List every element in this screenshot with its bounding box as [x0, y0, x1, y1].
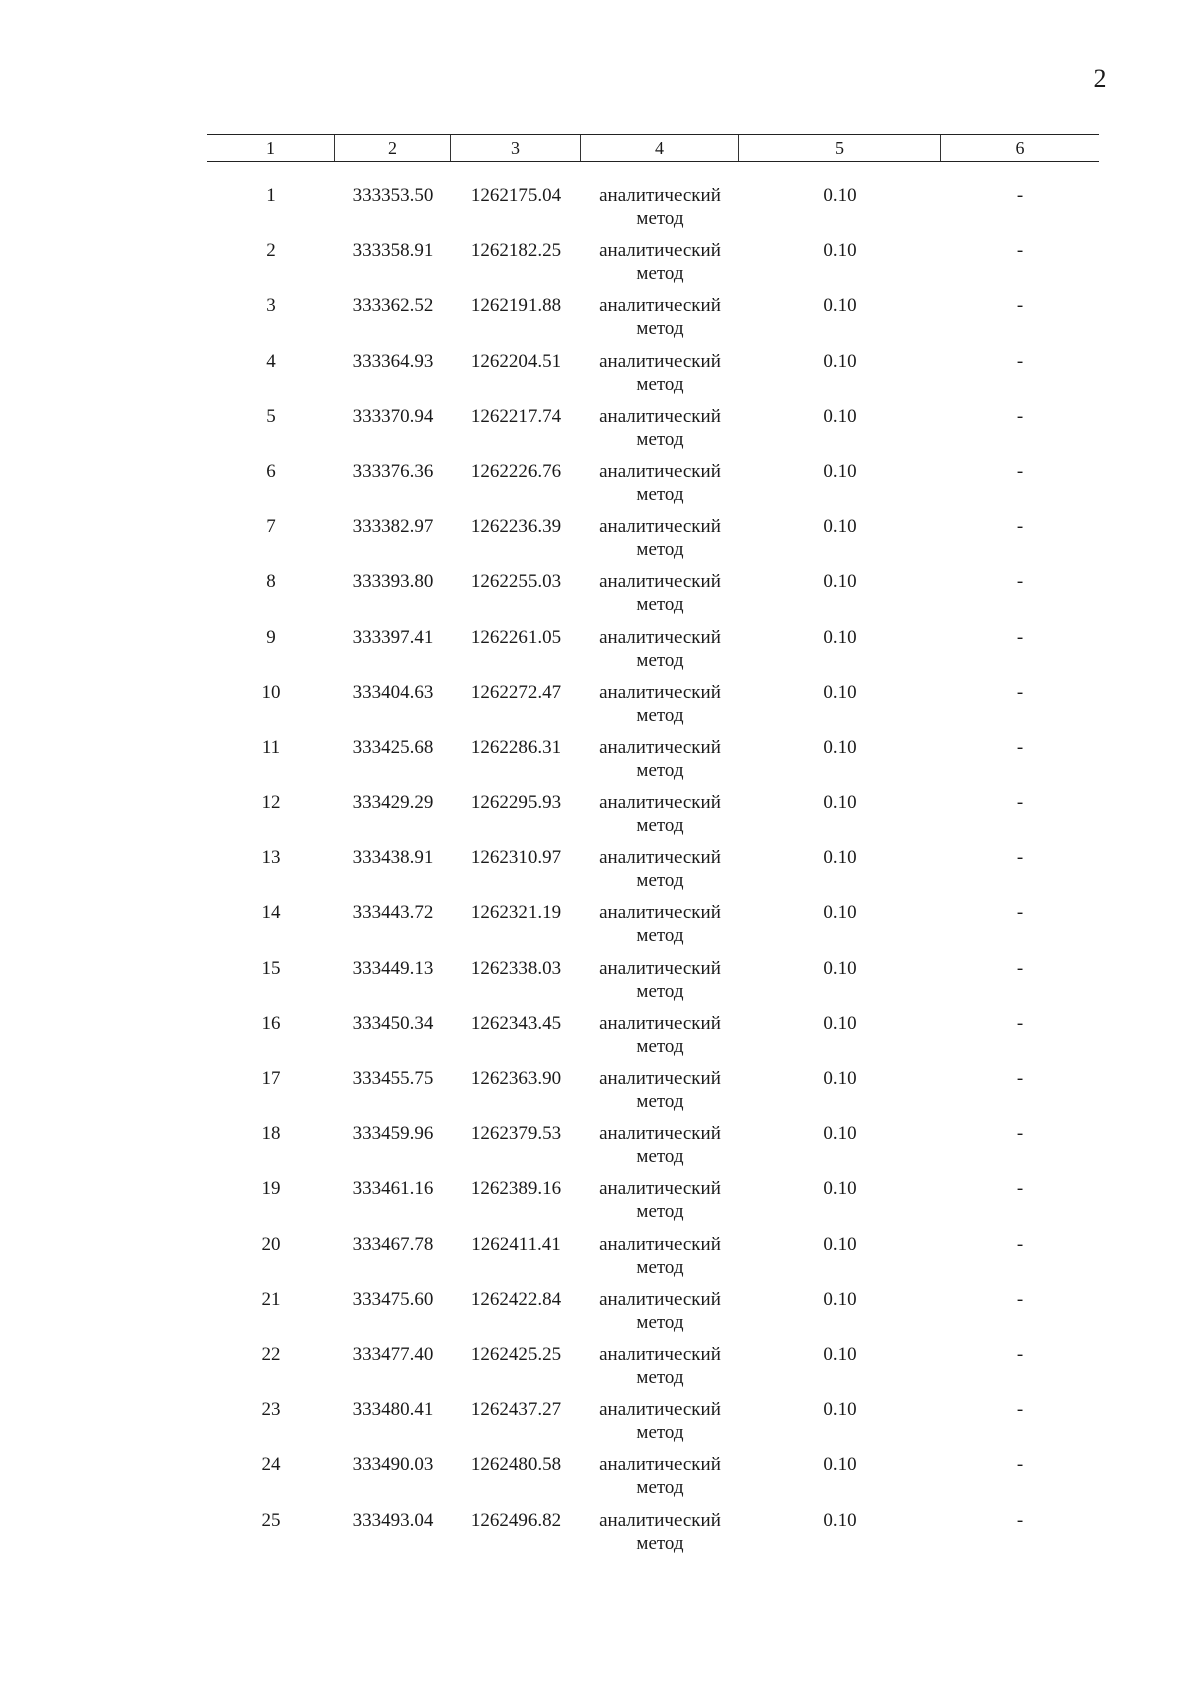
table-header [207, 134, 1099, 162]
x-coordinate-cell: 333443.72 [352, 902, 434, 924]
point-number-cell: 18 [261, 1123, 281, 1145]
point-number-cell: 25 [261, 1509, 281, 1531]
method-line-1: аналитический [599, 1123, 721, 1145]
x-coordinate-cell: 333467.78 [352, 1233, 434, 1255]
point-number-cell: 1 [266, 185, 276, 206]
point-number-cell: 15 [261, 957, 281, 979]
table-row [207, 1231, 1099, 1286]
method-cell [581, 1341, 739, 1396]
x-coordinate-cell: 333459.96 [352, 1123, 434, 1145]
table-row [207, 403, 1099, 458]
note-cell: - [1016, 240, 1024, 262]
method-line-1: аналитический [599, 1343, 721, 1365]
y-coordinate-cell: 1262272.47 [470, 681, 562, 703]
method-cell [581, 568, 739, 623]
note-cell: - [1016, 847, 1024, 869]
table-row [207, 844, 1099, 899]
method-cell [581, 734, 739, 789]
x-coordinate-cell: 333429.29 [352, 792, 434, 814]
method-line-1: аналитический [599, 1288, 721, 1310]
precision-cell: 0.10 [823, 1012, 857, 1034]
note-cell: - [1016, 902, 1024, 924]
note-cell: - [1016, 571, 1024, 593]
method-line-2: метод [636, 1532, 684, 1554]
point-number-cell: 8 [266, 571, 276, 593]
method-line-2: метод [636, 925, 684, 947]
point-number-cell: 9 [266, 626, 276, 648]
precision-cell: 0.10 [823, 350, 857, 372]
y-coordinate-cell: 1262437.27 [470, 1399, 562, 1421]
x-coordinate-cell: 333393.80 [352, 571, 434, 593]
method-line-1: аналитический [599, 1454, 721, 1476]
method-line-1: аналитический [599, 295, 721, 317]
precision-cell: 0.10 [823, 1288, 857, 1310]
point-number-cell: 16 [261, 1012, 281, 1034]
x-coordinate-cell: 333455.75 [352, 1068, 434, 1089]
method-line-1: аналитический [599, 1068, 721, 1089]
note-cell: - [1016, 1012, 1024, 1034]
y-coordinate-cell: 1262389.16 [470, 1178, 562, 1200]
x-coordinate-cell: 333480.41 [352, 1399, 434, 1421]
method-cell [581, 1120, 739, 1175]
method-cell [581, 1396, 739, 1451]
precision-cell: 0.10 [823, 681, 857, 703]
x-coordinate-cell: 333376.36 [352, 460, 434, 482]
table-body [207, 182, 1099, 1562]
x-coordinate-cell: 333438.91 [352, 847, 434, 869]
header-col-6: 6 [1015, 137, 1025, 158]
method-line-2: метод [636, 649, 684, 671]
y-coordinate-cell: 1262191.88 [470, 295, 562, 317]
method-line-2: метод [636, 594, 684, 616]
y-coordinate-cell: 1262217.74 [470, 405, 562, 427]
method-line-1: аналитический [599, 626, 721, 648]
method-line-2: метод [636, 318, 684, 340]
point-number-cell: 22 [261, 1343, 281, 1365]
precision-cell: 0.10 [823, 571, 857, 593]
y-coordinate-cell: 1262226.76 [470, 460, 562, 482]
method-line-1: аналитический [599, 460, 721, 482]
precision-cell: 0.10 [823, 792, 857, 814]
x-coordinate-cell: 333449.13 [352, 957, 434, 979]
point-number-cell: 21 [261, 1288, 281, 1310]
precision-cell: 0.10 [823, 1233, 857, 1255]
method-cell [581, 1175, 739, 1230]
table-row [207, 1120, 1099, 1175]
point-number-cell: 10 [261, 681, 281, 703]
y-coordinate-cell: 1262363.90 [470, 1068, 562, 1089]
point-number-cell: 17 [261, 1068, 281, 1089]
method-line-1: аналитический [599, 185, 721, 206]
y-coordinate-cell: 1262496.82 [470, 1509, 562, 1531]
method-cell [581, 1507, 739, 1562]
table-row [207, 734, 1099, 789]
note-cell: - [1016, 736, 1024, 758]
point-number-cell: 5 [266, 405, 276, 427]
y-coordinate-cell: 1262321.19 [470, 902, 562, 924]
method-line-1: аналитический [599, 681, 721, 703]
note-cell: - [1016, 295, 1024, 317]
method-line-1: аналитический [599, 957, 721, 979]
method-cell [581, 899, 739, 954]
y-coordinate-cell: 1262255.03 [470, 571, 562, 593]
method-line-2: метод [636, 1146, 684, 1168]
x-coordinate-cell: 333461.16 [352, 1178, 434, 1200]
precision-cell: 0.10 [823, 1123, 857, 1145]
header-col-4: 4 [581, 135, 739, 161]
method-cell [581, 844, 739, 899]
point-number-cell: 12 [261, 792, 281, 814]
note-cell: - [1016, 460, 1024, 482]
method-line-2: метод [636, 815, 684, 837]
precision-cell: 0.10 [823, 1343, 857, 1365]
method-line-1: аналитический [599, 1178, 721, 1200]
point-number-cell: 3 [266, 295, 276, 317]
x-coordinate-cell: 333477.40 [352, 1343, 434, 1365]
table-row [207, 1396, 1099, 1451]
point-number-cell: 23 [261, 1399, 281, 1421]
method-line-1: аналитический [599, 571, 721, 593]
note-cell: - [1016, 957, 1024, 979]
note-cell: - [1016, 1343, 1024, 1365]
precision-cell: 0.10 [823, 1178, 857, 1200]
point-number-cell: 4 [266, 350, 276, 372]
table-row [207, 237, 1099, 292]
precision-cell: 0.10 [823, 516, 857, 538]
method-cell [581, 458, 739, 513]
header-col-1: 1 [207, 135, 335, 161]
note-cell: - [1016, 1509, 1024, 1531]
y-coordinate-cell: 1262480.58 [470, 1454, 562, 1476]
method-line-1: аналитический [599, 902, 721, 924]
y-coordinate-cell: 1262286.31 [470, 736, 562, 758]
method-line-2: метод [636, 1477, 684, 1499]
method-line-1: аналитический [599, 405, 721, 427]
method-line-2: метод [636, 1366, 684, 1388]
precision-cell: 0.10 [823, 1509, 857, 1531]
method-line-2: метод [636, 1256, 684, 1278]
method-line-2: метод [636, 483, 684, 505]
y-coordinate-cell: 1262261.05 [470, 626, 562, 648]
table-row [207, 182, 1099, 237]
method-line-2: метод [636, 704, 684, 726]
table-row [207, 789, 1099, 844]
table-row [207, 1010, 1099, 1065]
precision-cell: 0.10 [823, 405, 857, 427]
method-line-1: аналитический [599, 350, 721, 372]
method-cell [581, 513, 739, 568]
point-number-cell: 19 [261, 1178, 281, 1200]
precision-cell: 0.10 [823, 1454, 857, 1476]
table-row [207, 1175, 1099, 1230]
method-cell [581, 1065, 739, 1120]
x-coordinate-cell: 333382.97 [352, 516, 434, 538]
precision-cell: 0.10 [823, 902, 857, 924]
table-row [207, 1341, 1099, 1396]
x-coordinate-cell: 333364.93 [352, 350, 434, 372]
method-line-1: аналитический [599, 1399, 721, 1421]
point-number-cell: 24 [261, 1454, 281, 1476]
x-coordinate-cell: 333475.60 [352, 1288, 434, 1310]
method-line-1: аналитический [599, 792, 721, 814]
point-number-cell: 11 [261, 736, 281, 758]
method-cell [581, 403, 739, 458]
method-line-1: аналитический [599, 1509, 721, 1531]
precision-cell: 0.10 [823, 460, 857, 482]
point-number-cell: 6 [266, 460, 276, 482]
x-coordinate-cell: 333425.68 [352, 736, 434, 758]
method-cell [581, 1286, 739, 1341]
method-line-2: метод [636, 539, 684, 561]
method-line-1: аналитический [599, 1233, 721, 1255]
method-cell [581, 789, 739, 844]
note-cell: - [1016, 1123, 1024, 1145]
method-line-2: метод [636, 759, 684, 781]
note-cell: - [1016, 1288, 1024, 1310]
x-coordinate-cell: 333490.03 [352, 1454, 434, 1476]
y-coordinate-cell: 1262422.84 [470, 1288, 562, 1310]
precision-cell: 0.10 [823, 736, 857, 758]
method-cell [581, 348, 739, 403]
x-coordinate-cell: 333397.41 [352, 626, 434, 648]
method-line-1: аналитический [599, 847, 721, 869]
table-row [207, 1065, 1099, 1120]
table-row [207, 1451, 1099, 1506]
table-row [207, 513, 1099, 568]
page-number: 2 [1093, 64, 1107, 93]
y-coordinate-cell: 1262175.04 [470, 185, 562, 206]
note-cell: - [1016, 626, 1024, 648]
method-line-2: метод [636, 1422, 684, 1444]
point-number-cell: 14 [261, 902, 281, 924]
point-number-cell: 20 [261, 1233, 281, 1255]
note-cell: - [1016, 1233, 1024, 1255]
y-coordinate-cell: 1262425.25 [470, 1343, 562, 1365]
method-line-2: метод [636, 980, 684, 1002]
header-col-3: 3 [451, 135, 581, 161]
method-line-2: метод [636, 263, 684, 285]
x-coordinate-cell: 333493.04 [352, 1509, 434, 1531]
y-coordinate-cell: 1262411.41 [471, 1233, 561, 1255]
precision-cell: 0.10 [823, 1399, 857, 1421]
header-col-5: 5 [739, 135, 941, 161]
note-cell: - [1016, 1178, 1024, 1200]
y-coordinate-cell: 1262310.97 [470, 847, 562, 869]
y-coordinate-cell: 1262182.25 [470, 240, 562, 262]
method-line-1: аналитический [599, 736, 721, 758]
point-number-cell: 2 [266, 240, 276, 262]
method-line-2: метод [636, 1311, 684, 1333]
table-row [207, 348, 1099, 403]
method-line-2: метод [636, 208, 684, 229]
table-row [207, 292, 1099, 347]
precision-cell: 0.10 [823, 295, 857, 317]
y-coordinate-cell: 1262236.39 [470, 516, 562, 538]
method-cell [581, 182, 739, 237]
y-coordinate-cell: 1262343.45 [470, 1012, 562, 1034]
precision-cell: 0.10 [823, 626, 857, 648]
method-line-2: метод [636, 1201, 684, 1223]
table-row [207, 955, 1099, 1010]
method-line-1: аналитический [599, 516, 721, 538]
x-coordinate-cell: 333353.50 [352, 185, 434, 206]
table-row [207, 568, 1099, 623]
method-line-1: аналитический [599, 240, 721, 262]
table-row [207, 899, 1099, 954]
note-cell: - [1016, 1454, 1024, 1476]
x-coordinate-cell: 333370.94 [352, 405, 434, 427]
x-coordinate-cell: 333404.63 [352, 681, 434, 703]
precision-cell: 0.10 [823, 185, 857, 206]
table-row [207, 1507, 1099, 1562]
precision-cell: 0.10 [823, 847, 857, 869]
x-coordinate-cell: 333358.91 [352, 240, 434, 262]
note-cell: - [1016, 1068, 1024, 1089]
method-cell [581, 679, 739, 734]
method-line-2: метод [636, 1035, 684, 1057]
note-cell: - [1016, 516, 1024, 538]
method-cell [581, 237, 739, 292]
x-coordinate-cell: 333362.52 [352, 295, 434, 317]
table-row [207, 458, 1099, 513]
method-line-1: аналитический [599, 1012, 721, 1034]
method-line-2: метод [636, 373, 684, 395]
point-number-cell: 7 [266, 516, 276, 538]
method-cell [581, 624, 739, 679]
note-cell: - [1016, 792, 1024, 814]
method-cell [581, 292, 739, 347]
note-cell: - [1016, 185, 1024, 206]
coordinates-table [207, 134, 1099, 1562]
precision-cell: 0.10 [823, 957, 857, 979]
table-row [207, 679, 1099, 734]
note-cell: - [1016, 405, 1024, 427]
method-cell [581, 1231, 739, 1286]
header-col-2: 2 [335, 135, 451, 161]
method-line-2: метод [636, 428, 684, 450]
table-row [207, 1286, 1099, 1341]
y-coordinate-cell: 1262338.03 [470, 957, 562, 979]
method-cell [581, 955, 739, 1010]
precision-cell: 0.10 [823, 240, 857, 262]
y-coordinate-cell: 1262295.93 [470, 792, 562, 814]
table-row [207, 624, 1099, 679]
method-line-2: метод [636, 870, 684, 892]
note-cell: - [1016, 350, 1024, 372]
y-coordinate-cell: 1262204.51 [470, 350, 562, 372]
point-number-cell: 13 [261, 847, 281, 869]
precision-cell: 0.10 [823, 1068, 857, 1089]
y-coordinate-cell: 1262379.53 [470, 1123, 562, 1145]
method-cell [581, 1010, 739, 1065]
method-cell [581, 1451, 739, 1506]
note-cell: - [1016, 681, 1024, 703]
method-line-2: метод [636, 1091, 684, 1112]
note-cell: - [1016, 1399, 1024, 1421]
x-coordinate-cell: 333450.34 [352, 1012, 434, 1034]
